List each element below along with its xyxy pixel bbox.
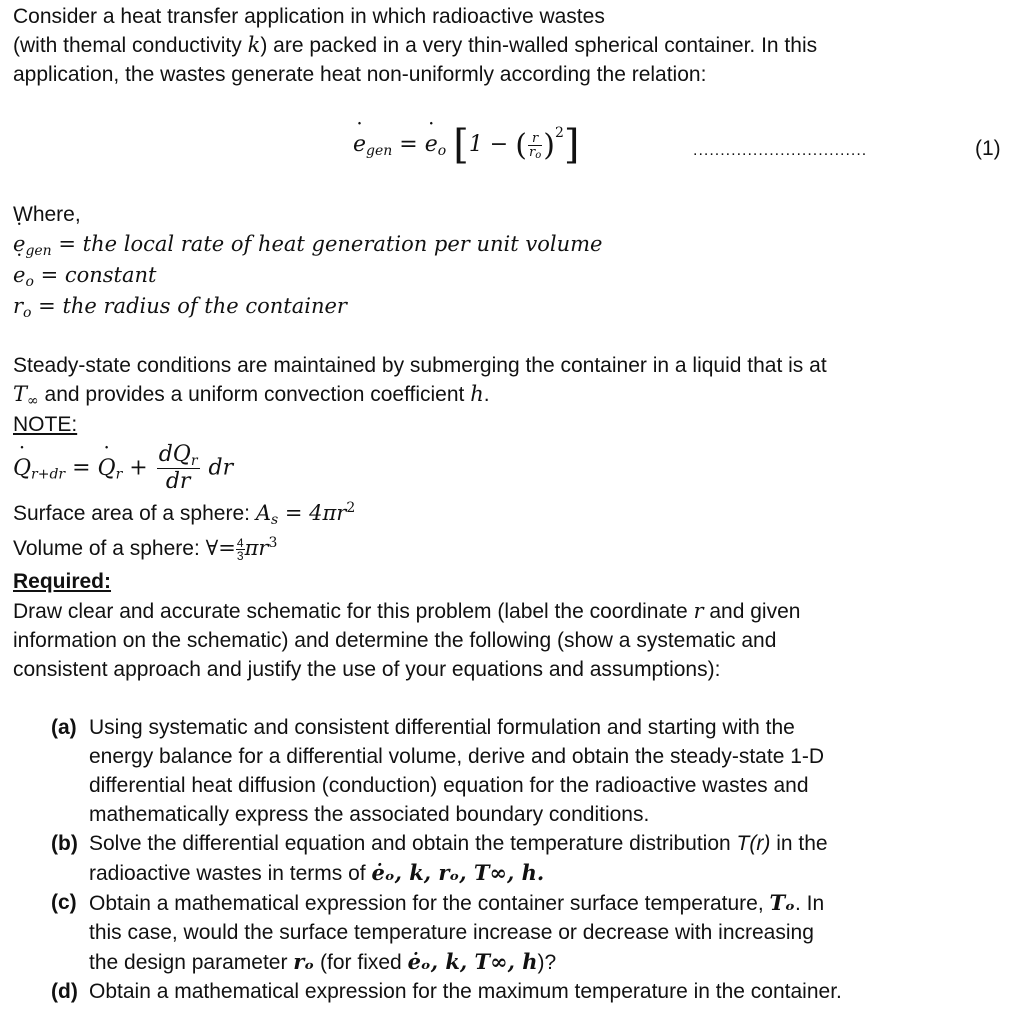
required-line-1-b: and given: [703, 600, 801, 623]
flux-derivative-den: dr: [165, 469, 191, 494]
surface-area-line: [13, 499, 355, 528]
volume-fraction: [236, 537, 245, 562]
def-ro-symbol: r: [13, 294, 24, 318]
flux-plus: +: [122, 455, 155, 481]
eq-lhs-symbol: ˙ e: [353, 130, 366, 159]
question-a-label: (a): [51, 716, 77, 739]
required-line-2: information on the schematic) and determine the following (show a systematic and: [13, 629, 777, 652]
intro-line-2-b: ) are packed in a very thin-walled spherical container. In this: [260, 34, 818, 57]
question-b-line-2: [89, 858, 1011, 888]
volume-symbol: ∀=: [205, 536, 236, 560]
intro-line-3: application, the wastes generate heat non-uniformly according the relation:: [13, 63, 707, 86]
where-label: Where,: [13, 203, 81, 226]
intro-line-2: [13, 31, 1008, 60]
volume-frac-num: 4: [236, 535, 244, 550]
required-line-1: [13, 597, 1008, 626]
surface-area-expr: = 4πr: [278, 501, 347, 525]
eq-ratio-num: r: [528, 132, 542, 146]
surface-area-power: 2: [346, 500, 356, 516]
flux-equation: [13, 442, 233, 502]
h-symbol: h: [470, 382, 484, 406]
question-a-line-4: mathematically express the associated boundary conditions.: [89, 803, 650, 826]
def-ro-sub: o: [23, 305, 32, 321]
eq-right-paren: ): [543, 128, 555, 163]
def-egen-text: = the local rate of heat generation per unit volume: [58, 232, 603, 256]
required-line-3: consistent approach and justify the use of your equations and assumptions):: [13, 658, 721, 681]
flux-tail: dr: [201, 455, 234, 481]
eq-number: (1): [975, 137, 1001, 160]
eq-ratio-den: [528, 146, 542, 159]
question-d-line-1: Obtain a mathematical expression for the maximum temperature in the container.: [89, 980, 842, 1003]
conditions-end: .: [483, 383, 490, 406]
question-d: [51, 977, 1011, 1006]
design-parameter-symbol: rₒ: [293, 949, 315, 974]
equation-1-expression: [353, 122, 580, 168]
fixed-parameters: ėₒ, k, T∞, h: [407, 949, 538, 974]
conditions-line-1: Steady-state conditions are maintained by submerging the container in a liquid that is at: [13, 354, 827, 377]
question-b-variables: ėₒ, k, rₒ, T∞, h.: [371, 860, 545, 885]
flux-lhs-sub: r+dr: [31, 466, 66, 483]
eq-ratio-fraction: [528, 132, 542, 159]
question-c-line-1-text: Obtain a mathematical expression for the container surface temperature,: [89, 892, 770, 915]
question-b-line-1: [89, 829, 1011, 858]
eq-left-bracket: [: [453, 122, 469, 168]
equation-1: [13, 112, 1013, 178]
required-r-symbol: r: [693, 599, 704, 623]
definition-eo: [13, 260, 602, 291]
required-label: Required:: [13, 570, 112, 593]
flux-derivative-num: [157, 442, 200, 469]
volume-label: Volume of a sphere:: [13, 537, 206, 560]
def-egen-symbol: ˙ e: [13, 229, 25, 260]
eq-equals: =: [399, 132, 418, 157]
flux-equals: =: [65, 455, 98, 481]
surface-temperature-symbol: Tₒ: [769, 890, 795, 915]
question-b-label: (b): [51, 832, 78, 855]
question-a-line-1: Using systematic and consistent differential formulation and starting with the: [89, 716, 795, 739]
flux-q: ˙ Q: [98, 454, 116, 483]
eq-e0-sub: o: [437, 143, 447, 159]
question-items: [51, 713, 1011, 1006]
question-c-line-1: [89, 888, 1011, 918]
question-a: [51, 713, 1011, 829]
question-b: [51, 829, 1011, 888]
question-b-line-1-end: in the: [770, 832, 828, 855]
eq-right-bracket: ]: [563, 122, 580, 168]
question-c-label: (c): [51, 891, 77, 914]
question-a-text: [89, 713, 1011, 829]
intro-line-1: Consider a heat transfer application in which radioactive wastes: [13, 5, 605, 28]
def-eo-text: = constant: [40, 263, 157, 287]
question-c: [51, 888, 1011, 977]
intro-paragraph: [13, 2, 1008, 89]
question-c-line-3-b: (for fixed: [314, 951, 408, 974]
question-c-text: [89, 888, 1011, 977]
surface-area-symbol: A: [255, 501, 271, 525]
flux-num-sub: r: [190, 453, 198, 469]
question-b-text: [89, 829, 1011, 888]
volume-expr: πr: [244, 536, 269, 560]
volume-line: [13, 534, 277, 563]
question-a-line-2: energy balance for a differential volume, derive and obtain the steady-state 1-D: [89, 745, 825, 768]
question-b-line-1-text: Solve the differential equation and obtain the temperature distribution: [89, 832, 737, 855]
eq-leader-dots: ................................: [693, 142, 868, 159]
conditions-line-2: [13, 380, 1003, 409]
eq-ratio-den-r: r: [528, 144, 536, 160]
question-a-line-3: differential heat diffusion (conduction) equation for the radioactive wastes and: [89, 774, 809, 797]
def-egen-sub: gen: [25, 243, 52, 259]
flux-derivative: [157, 442, 200, 495]
t-infinity-symbol: T: [13, 382, 28, 406]
volume-power: 3: [268, 535, 278, 551]
definition-egen: [13, 229, 602, 260]
eq-ratio-den-sub: o: [535, 149, 542, 161]
t-infinity-sub: ∞: [27, 393, 39, 409]
question-c-line-3-c: )?: [537, 951, 557, 974]
conditions-paragraph: [13, 351, 1003, 409]
intro-line-2-a: (with themal conductivity: [13, 34, 248, 57]
note-label: NOTE:: [13, 413, 78, 436]
question-d-text: [89, 977, 1011, 1006]
def-ro-text: = the radius of the container: [38, 294, 347, 318]
question-c-line-1-end: . In: [794, 892, 825, 915]
volume-frac-den: 3: [236, 548, 244, 563]
conductivity-symbol: k: [247, 33, 261, 57]
question-b-line-2-text: radioactive wastes in terms of: [89, 862, 372, 885]
conditions-line-2-text: and provides a uniform convection coefficient: [38, 383, 471, 406]
eq-e0-symbol: ˙ e: [425, 130, 438, 159]
required-text: [13, 597, 1008, 684]
flux-lhs: ˙ Q: [13, 454, 31, 483]
definitions-list: [13, 229, 602, 322]
flux-q-sub: r: [115, 466, 123, 483]
surface-area-sub: s: [270, 512, 279, 528]
def-eo-sub: o: [25, 274, 34, 290]
eq-lhs-sub: gen: [366, 143, 393, 159]
required-line-1-a: Draw clear and accurate schematic for this problem (label the coordinate: [13, 600, 694, 623]
eq-exponent: 2: [554, 125, 564, 141]
def-eo-symbol: ˙ e: [13, 260, 25, 291]
question-c-line-3-a: the design parameter: [89, 951, 294, 974]
question-d-label: (d): [51, 980, 78, 1003]
definition-ro: [13, 291, 602, 322]
question-c-line-2: this case, would the surface temperature increase or decrease with increasing: [89, 921, 814, 944]
eq-left-paren: (: [515, 128, 527, 163]
surface-area-label: Surface area of a sphere:: [13, 502, 256, 525]
eq-one-minus: 1 −: [468, 132, 509, 157]
temperature-distribution-symbol: T(r): [736, 832, 771, 855]
flux-num-text: dQ: [158, 442, 191, 467]
question-c-line-3: [89, 947, 1011, 977]
